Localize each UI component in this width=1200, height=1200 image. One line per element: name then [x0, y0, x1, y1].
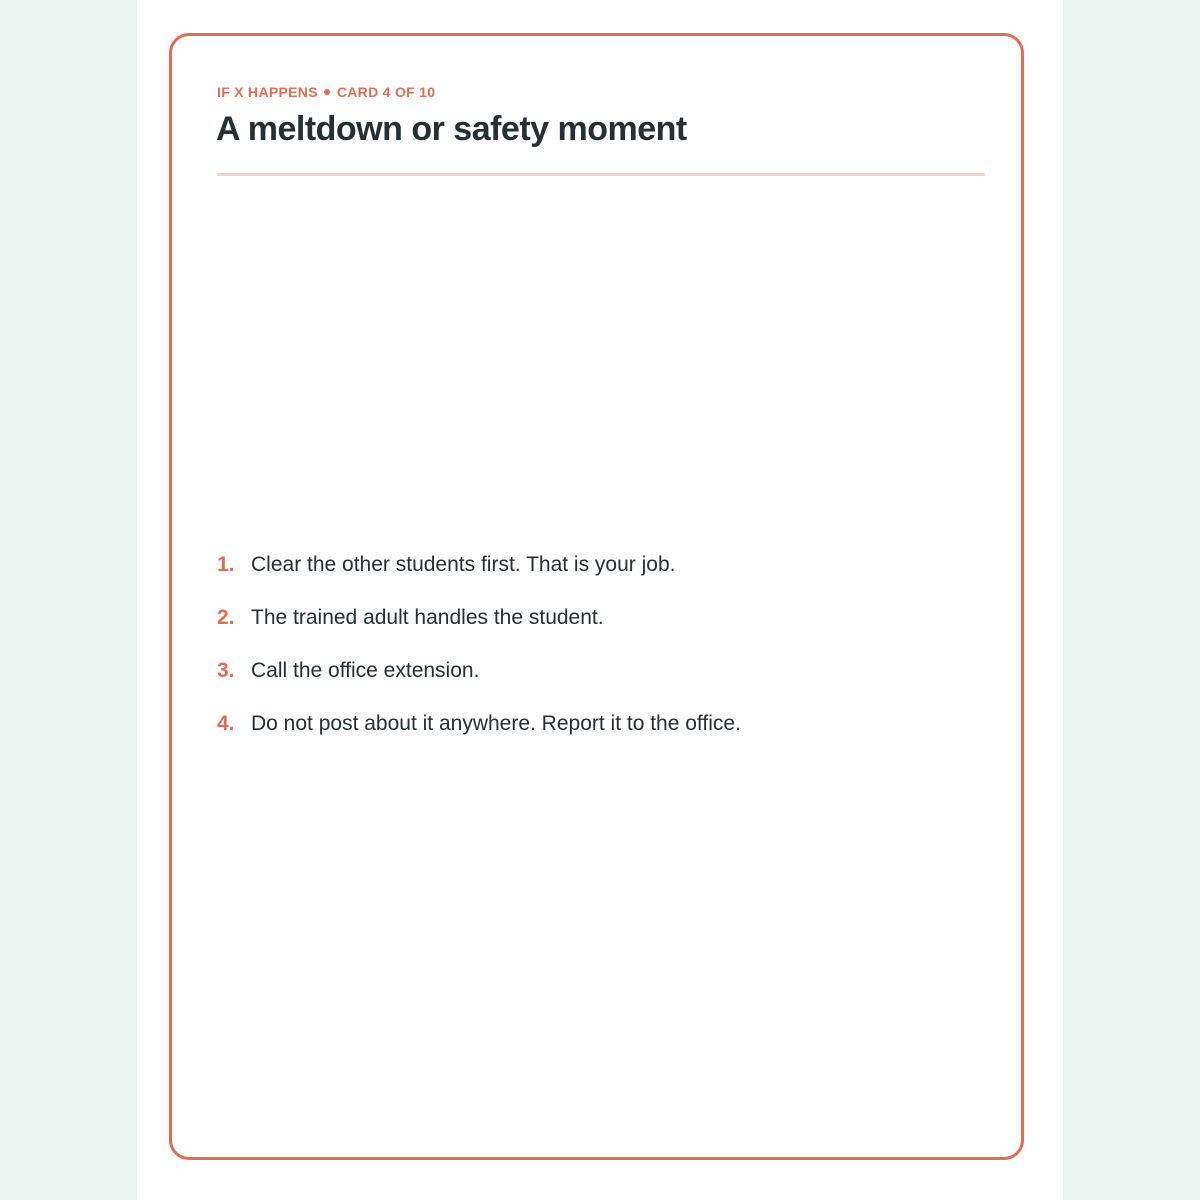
step-item — [217, 659, 741, 712]
step-text: Call the office extension. — [251, 659, 480, 682]
step-text: Clear the other students first. That is your job. — [251, 553, 676, 576]
bullet-dot-icon — [324, 89, 330, 95]
eyebrow-section-label: IF X HAPPENS — [217, 84, 318, 100]
eyebrow-card-counter: CARD 4 OF 10 — [336, 84, 436, 100]
card-eyebrow — [217, 84, 435, 100]
steps-list — [217, 553, 741, 765]
step-number: 1. — [217, 553, 235, 576]
step-text: Do not post about it anywhere. Report it to the office. — [251, 712, 741, 735]
scenario-card — [169, 33, 1024, 1160]
card-title: A meltdown or safety moment — [216, 110, 687, 148]
step-item — [217, 606, 741, 659]
step-number: 4. — [217, 712, 235, 735]
step-item — [217, 712, 741, 765]
step-number: 3. — [217, 659, 235, 682]
step-text: The trained adult handles the student. — [251, 606, 604, 629]
step-number: 2. — [217, 606, 235, 629]
step-item — [217, 553, 741, 606]
title-divider — [217, 173, 985, 176]
